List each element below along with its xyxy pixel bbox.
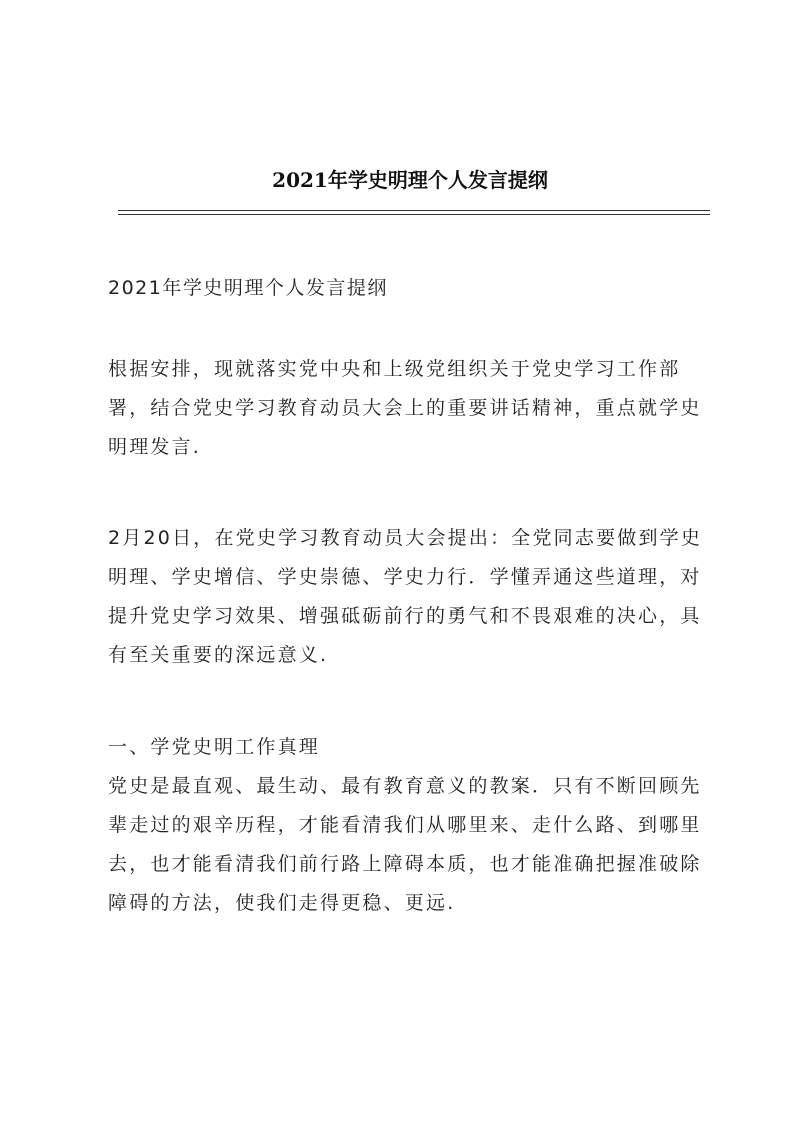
- document-title: 2021年学史明理个人发言提纲: [272, 168, 548, 192]
- paragraph-meeting: 2月20日，在党史学习教育动员大会提出：全党同志要做到学史明理、学史增信、学史崇德、学史力行．学懂弄通这些道理，对提升党史学习效果、增强砥砺前行的勇气和不畏艰难的决心，具有至关重要的深远意义.: [108, 527, 703, 666]
- title-divider-top: [118, 210, 710, 211]
- section-heading: 一、学党史明工作真理: [108, 736, 321, 758]
- paragraph-intro: 根据安排，现就落实党中央和上级党组织关于党史学习工作部署，结合党史学习教育动员大会上的重要讲话精神，重点就学史明理发言.: [108, 358, 702, 458]
- document-subtitle: 2021年学史明理个人发言提纲: [108, 277, 388, 299]
- title-divider-bottom: [118, 214, 710, 215]
- section-body: 党史是最直观、最生动、最有教育意义的教案．只有不断回顾先辈走过的艰辛历程，才能看清我们从哪里来、走什么路、到哪里去，也才能看清我们前行路上障碍本质，也才能准确把握准破除障碍的方法，使我们走得更稳、更远.: [108, 775, 702, 914]
